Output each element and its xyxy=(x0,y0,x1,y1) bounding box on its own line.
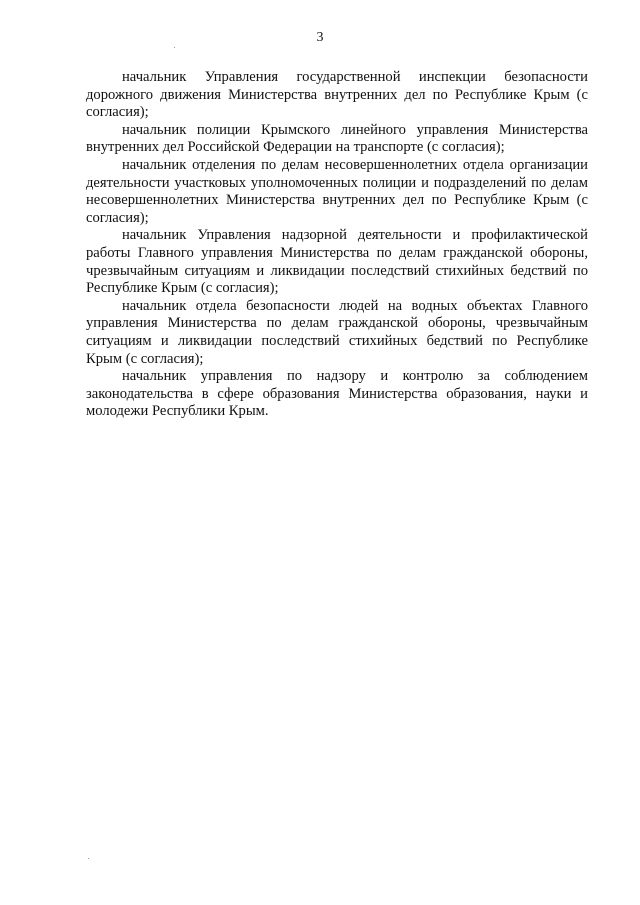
document-body xyxy=(86,69,588,421)
paragraph-traffic-inspection: начальник Управления государственной инспекции безопасности дорожного движения Министерства внутренних дел по Республике Крым (с согласия); xyxy=(86,69,588,121)
paragraph-water-safety: начальник отдела безопасности людей на водных объектах Главного управления Министерства по делам гражданской обороны, чрезвычайным ситуациям и ликвидации последствий стихийных бедствий по Республике Крым (с согласия); xyxy=(86,297,588,367)
paragraph-juvenile-affairs: начальник отделения по делам несовершеннолетних отдела организации деятельности участковых уполномоченных полиции и подразделений по делам несовершеннолетних Министерства внутренних дел по Республике Крым (с согласия); xyxy=(86,156,588,226)
paragraph-education-supervision: начальник управления по надзору и контролю за соблюдением законодательства в сфере образования Министерства образования, науки и молодежи Республики Крым. xyxy=(86,368,588,420)
page-number: 3 xyxy=(316,30,324,45)
paragraph-transport-police: начальник полиции Крымского линейного управления Министерства внутренних дел Российской Федерации на транспорте (с согласия); xyxy=(86,121,588,156)
paragraph-supervisory-activity: начальник Управления надзорной деятельности и профилактической работы Главного управления Министерства по делам гражданской обороны, чрезвычайным ситуациям и ликвидации последствий стихийных бедствий по Республике Крым (с согласия); xyxy=(86,227,588,297)
scan-speck xyxy=(88,858,89,859)
scan-speck xyxy=(174,47,175,48)
